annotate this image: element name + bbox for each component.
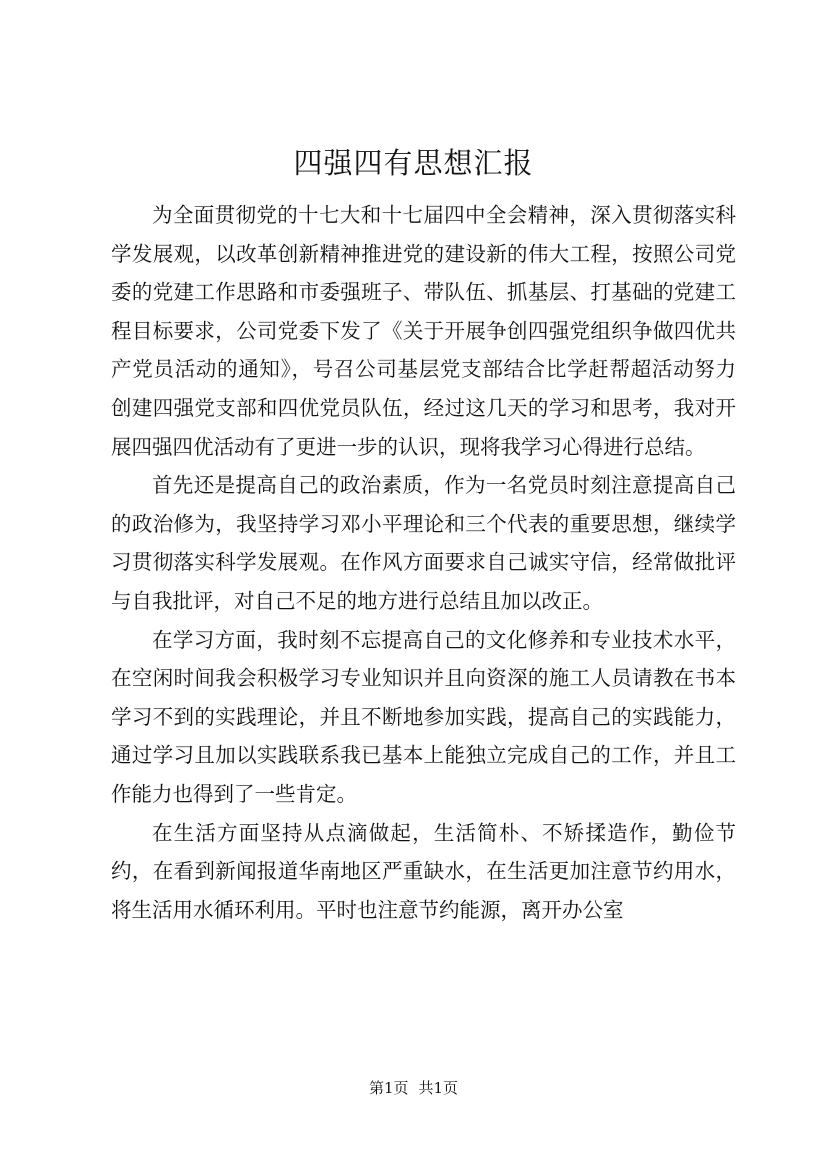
paragraph-4: 在生活方面坚持从点滴做起，生活简朴、不矫揉造作，勤俭节约，在看到新闻报道华南地区严重缺水，在生活更加注意节约用水，将生活用水循环利用。平时也注意节约能源，离开办公室 (111, 820, 736, 922)
page-total: 共1页 (418, 1079, 459, 1097)
page-number: 第1页 (368, 1079, 409, 1097)
document-body (111, 196, 736, 929)
paragraph-3: 在学习方面，我时刻不忘提高自己的文化修养和专业技术水平，在空闲时间我会积极学习专业知识并且向资深的施工人员请教在书本学习不到的实践理论，并且不断地参加实践，提高自己的实践能力，通过学习且加以实践联系我已基本上能独立完成自己的工作，并且工作能力也得到了一些肯定。 (111, 627, 736, 806)
document-title: 四强四有思想汇报 (293, 146, 534, 180)
paragraph-2: 首先还是提高自己的政治素质，作为一名党员时刻注意提高自己的政治修为，我坚持学习邓小平理论和三个代表的重要思想，继续学习贯彻落实科学发展观。在作风方面要求自己诚实守信，经常做批评与自我批评，对自己不足的地方进行总结且加以改正。 (111, 473, 736, 613)
paragraph-1: 为全面贯彻党的十七大和十七届四中全会精神，深入贯彻落实科学发展观，以改革创新精神推进党的建设新的伟大工程，按照公司党委的党建工作思路和市委强班子、带队伍、抓基层、打基础的党建工程目标要求，公司党委下发了《关于开展争创四强党组织争做四优共产党员活动的通知》，号召公司基层党支部结合比学赶帮超活动努力创建四强党支部和四优党员队伍，经过这几天的学习和思考，我对开展四强四优活动有了更进一步的认识，现将我学习心得进行总结。 (111, 203, 736, 459)
page-footer (0, 1078, 827, 1098)
